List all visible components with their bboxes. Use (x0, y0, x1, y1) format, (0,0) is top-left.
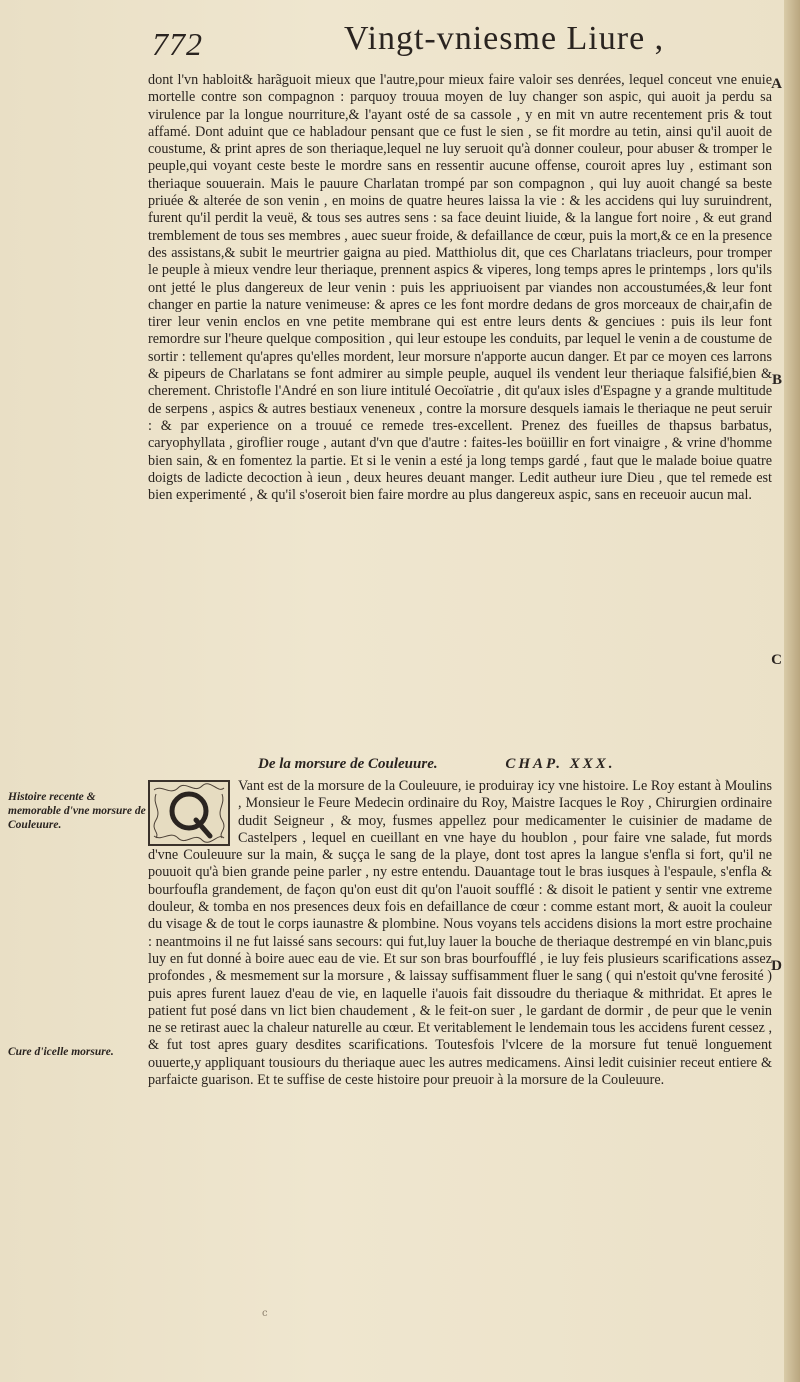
side-key-b: B (771, 372, 782, 388)
body-paragraph: dont l'vn habloit& harãguoit mieux que l'autre,pour mieux faire valoir ses denrées, lequel conceut vne enuie mortelle contre son compagnon : parquoy trouua moyen de luy changer son aspic, qui auoit ja perdu sa virulence par la longue nourriture,& l'ayant osté de sa cassole , y en mit vn autre recentement pris & tout affamé. Dont aduint que ce habladour pensant que ce fust le sien , se fit mordre au tetin, ainsi qu'il auoit de coustume, & print apres de son theriaque,lequel ne luy seruoit qu'à donner couleur, pour abuser & tromper le peuple,qui voyant ceste beste le mordre sans en ressentir aucune offense, couroit apres luy , estimant son theriaque souuerain. Mais le pauure Charlatan trompé par son compagnon , qui luy auoit changé sa beste priuée & alterée de son venin , en moins de quatre heures laissa la vie : & les accidens qui luy suruindrent, furent qu'il perdit la veuë, & tous ses autres sens : sa face deuint liuide, & la langue fort noire , & eut grand tremblement de tous ses membres , auec sueur froide, & defaillance de cœur, puis la mort,& ce en la presence des assistans,& subit le meurtrier gaigna au pied. Matthiolus dit, que ces Charlatans triacleurs, pour tromper le peuple à mieux vendre leur theriaque, prennent aspics & viperes, long temps apres le printemps , lors qu'ils ont jetté le plus dangereux de leur venin : puis les appriuoisent par viandes non accoustumées,& leur font changer en partie la nature venimeuse: & apres ce les font mordre dedans de gros morceaux de chair,afin de tirer leur venin enclos en vne petite membrane qui est entre leurs dents & genciues : puis ils leur font remordre sur l'heure quelque composition , qui leur estoupe les conduits, par lequel le venin a de coustume de sortir : tellement qu'apres qu'elles mordent, leur morsure n'apporte aucun danger. Et par ce moyen ces larrons & pipeurs de Charlatans se font admirer au simple peuple, auquel ils vendent leur theriaque falsifié,bien & cherement. Christofle l'André en son liure intitulé Oecoïatrie , dit qu'aux isles d'Espagne y a grande multitude de serpens , aspics & autres bestiaux veneneux , contre la morsure desquels iamais le theriaque ne peut seruir : & par experience on a trouué ce remede tres-excellent. Prenez des fueilles de thapsus barbatus, caryophyllata , giroflier rouge , autant d'vn que d'autre : faites-les boüillir en fort vinaigre , & vrine d'homme bien sain, & en fomentez la partie. Et si le venin a esté ja long temps gardé , faut que le malade boiue quatre doigts de ladicte decoction à ieun , deux heures deuant manger. Ledit autheur iure Dieu , que tel remede est bien experimenté , & qu'il s'oseroit bien faire mordre au plus dangereux aspic, sans en receuoir aucun mal. (148, 72, 772, 504)
page-header (148, 14, 708, 64)
decorated-initial-q-icon (148, 780, 230, 846)
margin-note-histoire: Histoire recente & memorable d'vne morsure de Couleuure. (8, 791, 146, 831)
chapter-title: De la morsure de Couleuure. (258, 756, 438, 772)
side-key-c: C (771, 652, 782, 668)
chapter-text-block (148, 778, 772, 1089)
chapter-number: CHAP. XXX. (505, 756, 616, 772)
page-number: 772 (152, 26, 203, 62)
chapter-paragraph: Vant est de la morsure de la Couleuure, ie produiray icy vne histoire. Le Roy estant à Moulins , Monsieur le Feure Medecin ordinaire du Roy, Maistre Iacques le Roy , Chirurgien ordinaire dudit Seigneur , & moy, fusmes appellez pour medicamenter le cuisinier de madame de Castelpers , lequel en cueillant en vne haye du houblon , pour faire vne salade, fut mords d'vne Couleuure sur la main, & suçça le sang de la playe, dont tost apres la langue s'enfla si fort, qu'il ne pouuoit qu'à bien grande peine parler , ny estre entendu. Dauantage tout le bras iusques à l'espaule, s'enfla & bourfoufla grandement, de façon qu'on eust dit qu'on l'auoit soufflé : & disoit le patient y sentir vne extreme douleur, & tomba en nos presences deux fois en defaillance de cœur : comme estant mort, & auoit la couleur du visage & de tout le corps iaunastre & plombine. Nous voyans tels accidens disions la mort estre prochaine : neantmoins il ne fut laissé sans secours: qui fut,luy lauer la bouche de theriaque destrempé en vin blanc,puis luy en fut donné à boire auec eau de vie. Et sur son bras bourfoufflé , ie luy feis plusieurs scarifications assez profondes , & mesmement sur la morsure , & laissay suffisamment fluer le sang ( qui n'estoit qu'vne ferosité ) puis apres furent lauez d'eau de vie, en laquelle i'auois fait dissoudre du theriaque & mithridat. Et apres le patient fut posé dans vn lict bien chaudement , & le feit-on suer , le gardant de dormir , de peur que le venin ne se retirast auec la chaleur naturelle au cœur. Et veritablement le lendemain tous les accidens furent cessez , & fut tost apres guary desdites scarifications. Toutesfois l'vlcere de la morsure fut tenuë longuement ouuerte,y appliquant tousiours du theriaque auec les autres medicamens. Ainsi ledit cuisinier receut entiere & parfaicte guarison. Et te suffise de ceste histoire pour preuoir à la morsure de la Couleuure. (148, 778, 772, 1089)
footer-mark: c (262, 1308, 268, 1319)
running-title: Vingt-vniesme Liure , (344, 20, 665, 57)
margin-note-cure: Cure d'icelle morsure. (8, 1046, 114, 1058)
chapter-heading (258, 756, 758, 773)
side-key-a: A (771, 76, 782, 92)
main-text-block (148, 72, 772, 504)
page-edge-shadow (784, 0, 800, 1382)
side-key-d: D (771, 958, 782, 974)
